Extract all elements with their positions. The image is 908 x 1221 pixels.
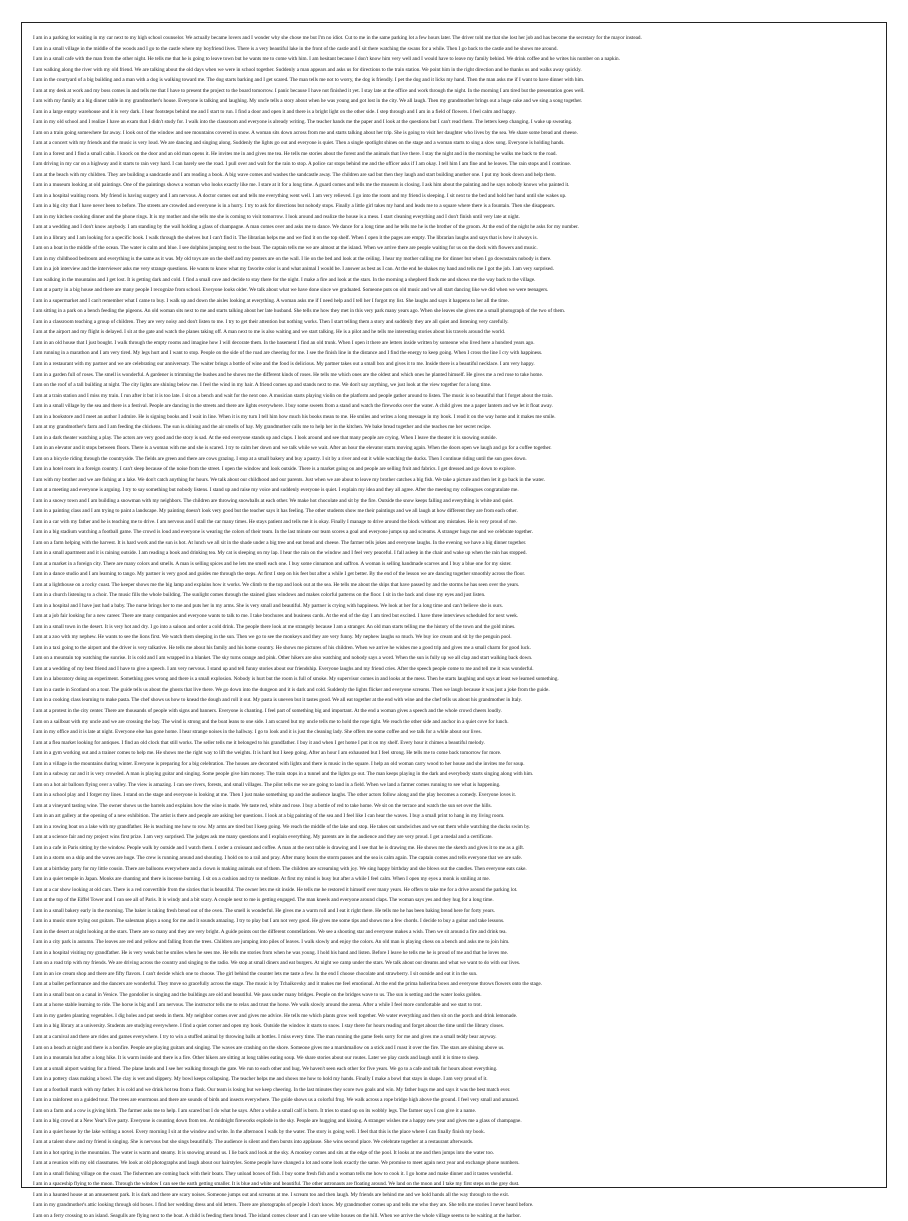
paragraph: I am in a small cafe with the man from the other night. He tells me that he is going to leave town but he wants me to come with him. I am hesitant because I don't know him very well and I would have to leave my family behind. We drink coffee and he writes his number on a napkin. (33, 56, 620, 63)
paragraph: I am in a storm on a ship and the waves are huge. The crew is running around and shouting. I hold on to a rail and pray. After many hours the storm passes and the sea is calm again. The captain comes and tells everyone that we are safe. (33, 855, 522, 862)
paragraph: I am in a music store trying out guitars. The salesman plays a song for me and it sounds amazing. I try to play but I am not very good. He gives me some tips and shows me a few chords. I decide to buy a guitar and take lessons. (33, 918, 505, 925)
paragraph: I am at a football match with my father. It is cold and we drink hot tea from a flask. Our team is losing but we keep cheering. In the last minutes they score two goals and win. My father hugs me and says it was the best match ever. (33, 1086, 511, 1093)
paragraph: I am driving in my car on a highway and it starts to rain very hard. I can barely see the road. I pull over and wait for the rain to stop. A police car stops behind me and the officer asks if I am okay. I tell him I am fine and he leaves. The rain stops and I continue. (33, 161, 571, 168)
paragraph: I am at the top of the Eiffel Tower and I can see all of Paris. It is windy and a bit scary. A couple next to me is getting engaged. The man kneels and everyone around claps. The woman says yes and they hug for a long time. (33, 897, 494, 904)
paragraph: I am in a dark theater watching a play. The actors are very good and the story is sad. At the end everyone stands up and claps. I look around and see that many people are crying. When I leave the theater it is snowing outside. (33, 434, 497, 441)
paragraph: I am in a small bakery early in the morning. The baker is taking fresh bread out of the oven. The smell is wonderful. He gives me a warm roll and I eat it right there. He tells me he has been baking bread here for forty years. (33, 907, 495, 914)
paragraph: I am in a garden full of roses. The smell is wonderful. A gardener is trimming the bushes and he shows me the different kinds of roses. He tells me which ones are the oldest and which ones he planted himself. He gives me a red rose to take home. (33, 371, 544, 378)
paragraph: I am at a ballet performance and the dancers are wonderful. They move so gracefully across the stage. The music is by Tchaikovsky and it makes me feel emotional. At the end the prima ballerina bows and everyone throws flowers onto the stage. (33, 981, 542, 988)
paragraph: I am in a supermarket and I can't remember what I came to buy. I walk up and down the aisles looking at everything. A woman asks me if I need help and I tell her I forgot my list. She laughs and says it happens to her all the time. (33, 297, 509, 304)
paragraph: I am in a church listening to a choir. The music fills the whole building. The sunlight comes through the stained glass windows and makes colorful patterns on the floor. I sit in the back and close my eyes and just listen. (33, 592, 486, 599)
paragraph: I am in a haunted house at an amusement park. It is dark and there are scary noises. Someone jumps out and screams at me. I scream too and then laugh. My friends are behind me and we hold hands all the way through to the exit. (33, 1191, 510, 1198)
paragraph: I am at a vineyard tasting wine. The owner shows us the barrels and explains how the wine is made. We taste red, white and rose. I buy a bottle of red to take home. We sit on the terrace and watch the sun set over the hills. (33, 802, 492, 809)
paragraph: I am in a cooking class learning to make pasta. The chef shows us how to knead the dough and roll it out. My pasta is uneven but it tastes good. We all eat together at the end with wine and the chef tells us about his grandmother in Italy. (33, 697, 523, 704)
paragraph: I am in my kitchen cooking dinner and the phone rings. It is my mother and she tells me she is coming to visit tomorrow. I look around and realize the house is a mess. I start cleaning everything and I don't finish until very late at night. (33, 213, 520, 220)
paragraph: I am at a meeting and everyone is arguing. I try to say something but nobody listens. I stand up and raise my voice and suddenly everyone is quiet. I explain my idea and they all agree. After the meeting my colleagues congratulate me. (33, 487, 519, 494)
paragraph: I am at a reunion with my old classmates. We look at old photographs and laugh about our hairstyles. Some people have changed a lot and some look exactly the same. We promise to meet again next year and exchange phone numbers. (33, 1160, 520, 1167)
paragraph: I am in a dance studio and I am learning to tango. My partner is very good and guides me through the steps. At first I step on his feet but after a while I get better. By the end of the lesson we are dancing together smoothly across the floor. (33, 571, 526, 578)
paragraph: I am in a large empty warehouse and it is very dark. I hear footsteps behind me and I start to run. I find a door and open it and there is a bright light on the other side. I step through and I am in a field of flowers. I feel calm and happy. (33, 108, 516, 115)
document-page (21, 22, 887, 1219)
paragraph: I am in an old house that I just bought. I walk through the empty rooms and imagine how I will decorate them. In the basement I find an old trunk. When I open it there are letters inside written by someone who lived here a hundred years ago. (33, 339, 535, 346)
paragraph: I am at a protest in the city center. There are thousands of people with signs and banners. Everyone is chanting. I feel part of something big and important. At the end a woman gives a speech and the whole crowd cheers loudly. (33, 708, 502, 714)
paragraph: I am at a flea market looking for antiques. I find an old clock that still works. The seller tells me it belonged to his grandfather. I buy it and when I get home I put it on my shelf. Every hour it chimes a beautiful melody. (33, 739, 485, 746)
paragraph: I am in a small boat on a canal in Venice. The gondolier is singing and the buildings are old and beautiful. We pass under many bridges. People on the bridges wave to us. The sun is setting and the water looks golden. (33, 991, 482, 998)
paragraph: I am in a forest and I find a small cabin. I knock on the door and an old man opens it. He invites me in and gives me tea. He tells me stories about the forest and the animals that live there. I stay the night and in the morning he walks me back to the road. (33, 150, 557, 157)
paragraph: I am with my family at a big dinner table in my grandmother's house. Everyone is talking and laughing. My uncle tells a story about when he was young and got lost in the city. We all laugh. Then my grandmother brings out a huge cake and we sing a song together. (33, 98, 583, 105)
paragraph: I am in a castle in Scotland on a tour. The guide tells us about the ghosts that live there. We go down into the dungeon and it is dark and cold. Suddenly the lights flicker and everyone screams. Then we laugh because it was just a joke from the guide. (33, 686, 550, 693)
paragraph: I am at a zoo with my nephew. He wants to see the lions first. We watch them sleeping in the sun. Then we go to see the monkeys and they are very funny. My nephew laughs so much. We buy ice cream and sit by the penguin pool. (33, 634, 512, 641)
paragraph: I am walking in the mountains and I get lost. It is getting dark and cold. I find a small cave and decide to stay there for the night. I make a fire and look at the stars. In the morning a shepherd finds me and shows me the way back to the village. (33, 276, 536, 283)
paragraph: I am at a wedding and I don't know anybody. I am standing by the wall holding a glass of champagne. A man comes over and asks me to dance. We dance for a long time and he tells me he is the brother of the groom. At the end of the night he asks for my number. (33, 224, 579, 231)
paragraph: I am in a cafe in Paris sitting by the window. People walk by outside and I watch them. I order a croissant and coffee. A man at the next table is drawing and I see that he is drawing me. He shows me the sketch and gives it to me as a gift. (33, 844, 525, 851)
paragraph: I am at a birthday party for my little cousin. There are balloons everywhere and a clown is making animals out of them. The children are screaming with joy. We sing happy birthday and she blows out the candles. Then everyone eats cake. (33, 865, 527, 872)
paragraph: I am on a sailboat with my uncle and we are crossing the bay. The wind is strong and the boat leans to one side. I am scared but my uncle tells me to hold the rope tight. We reach the other side and anchor in a quiet cove for lunch. (33, 718, 509, 725)
paragraph: I am in a museum looking at old paintings. One of the paintings shows a woman who looks exactly like me. I stare at it for a long time. A guard comes and tells me the museum is closing. I ask him about the painting and he says nobody knows who painted it. (33, 182, 570, 189)
paragraph: I am in a quiet temple in Japan. Monks are chanting and there is incense burning. I sit on a cushion and try to meditate. At first my mind is busy but after a while I feel calm. When I open my eyes a monk is smiling at me. (33, 876, 491, 883)
paragraph: I am in the courtyard of a big building and a man with a dog is walking toward me. The dog starts barking and I get scared. The man tells me not to worry, the dog is friendly. I pet the dog and it licks my hand. Then the man asks me if I want to have dinner with him. (33, 77, 585, 84)
paragraph: I am on the roof of a tall building at night. The city lights are shining below me. I feel the wind in my hair. A friend comes up and stands next to me. We don't say anything, we just look at the view together for a long time. (33, 382, 492, 389)
paragraph: I am in a big library at a university. Students are studying everywhere. I find a quiet corner and open my book. Outside the window it starts to snow. I stay there for hours reading and forget about the time until the library closes. (33, 1023, 504, 1030)
paragraph: I am at a lighthouse on a rocky coast. The keeper shows me the big lamp and explains how it works. We climb to the top and look out at the sea. He tells me about the ships that have passed by and the storms he has seen over the years. (33, 581, 520, 588)
paragraph: I am on a farm helping with the harvest. It is hard work and the sun is hot. At lunch we all sit in the shade under a big tree and eat bread and cheese. The farmer tells jokes and everyone laughs. In the evening we have a big dinner together. (33, 539, 527, 546)
paragraph: I am sitting in a park on a bench feeding the pigeons. An old woman sits next to me and starts talking about her late husband. She tells me how they met in this very park many years ago. When she leaves she gives me a small photograph of the two of them. (33, 308, 566, 315)
paragraph: I am in an art gallery at the opening of a new exhibition. The artist is there and people are asking her questions. I look at a big painting of the sea and I feel like I can hear the waves. I buy a small print to hang in my living room. (33, 813, 505, 820)
paragraph: I am in a car with my father and he is teaching me to drive. I am nervous and I stall the car many times. He stays patient and tells me it is okay. Finally I manage to drive around the block without any mistakes. He is very proud of me. (33, 518, 517, 525)
paragraph: I am in a big stadium watching a football game. The crowd is loud and everyone is wearing the colors of their team. In the last minute our team scores a goal and everyone jumps up and screams. A stranger hugs me and we celebrate together. (33, 529, 533, 536)
paragraph: I am walking along the river with my old friend. We are talking about the old days when we were in school together. Suddenly a man appears and asks us for directions to the train station. We point him in the right direction and he thanks us and walks away quickly. (33, 66, 582, 73)
paragraph: I am in my grandmother's attic looking through old boxes. I find her wedding dress and old letters. There are photographs of people I don't know. My grandmother comes up and tells me who they are. She tells me stories I never heard before. (33, 1202, 534, 1209)
paragraph: I am at my desk at work and my boss comes in and tells me that I have to present the project to the board tomorrow. I panic because I have not finished it yet. I stay late at the office and work through the night. In the morning I am tired but the presentation goes well. (33, 87, 585, 94)
paragraph: I am in my old school and I realize I have an exam that I didn't study for. I walk into the classroom and everyone is already writing. The teacher hands me the paper and I look at the questions but I can't read them. The letters keep changing. I wake up sweating. (33, 119, 573, 126)
paragraph: I am in a city park in autumn. The leaves are red and yellow and falling from the trees. Children are jumping into piles of leaves. I walk slowly and enjoy the colors. An old man is playing chess on a bench and asks me to join him. (33, 939, 510, 946)
paragraph: I am in my childhood bedroom and everything is the same as it was. My old toys are on the shelf and my posters are on the wall. I lie on the bed and look at the ceiling. I hear my mother calling me for dinner but when I go downstairs nobody is there. (33, 255, 552, 262)
paragraph: I am in a snowy town and I am building a snowman with my neighbors. The children are throwing snowballs at each other. We make hot chocolate and sit by the fire. Outside the snow keeps falling and everything is white and quiet. (33, 497, 514, 504)
paragraph: I am at a wedding of my best friend and I have to give a speech. I am very nervous. I stand up and tell funny stories about our friendship. Everyone laughs and my friend cries. After the speech people come to me and tell me it was wonderful. (33, 665, 534, 672)
paragraph: I am at the beach with my children. They are building a sandcastle and I am reading a book. A big wave comes and washes the sandcastle away. The children are sad but then they laugh and start building another one. I put my book down and help them. (33, 171, 556, 178)
paragraph: I am in a rainforest on a guided tour. The trees are enormous and there are sounds of birds and insects everywhere. The guide shows us a colorful frog. We walk across a rope bridge high above the ground. I feel very small and amazed. (33, 1097, 520, 1104)
paragraph: I am on a mountain top watching the sunrise. It is cold and I am wrapped in a blanket. The sky turns orange and pink. Other hikers are also watching and nobody says a word. When the sun is fully up we all clap and start walking back down. (33, 655, 533, 662)
paragraph: I am in a library and I am looking for a specific book. I walk through the shelves but I can't find it. The librarian helps me and we find it on the top shelf. When I open it the pages are empty. The librarian laughs and says that is how it always is. (33, 234, 538, 241)
paragraph: I am on a ferry crossing to an island. Seagulls are flying next to the boat. A child is feeding them bread. The island comes closer and I can see white houses on the hill. When we arrive the whole village seems to be waiting at the harbor. (33, 1212, 521, 1219)
paragraph: I am at a horse stable learning to ride. The horse is big and I am nervous. The instructor tells me to relax and trust the horse. We walk slowly around the arena. After a while I feel more comfortable and we start to trot. (33, 1002, 482, 1009)
paragraph: I am in a classroom teaching a group of children. They are very noisy and don't listen to me. I try to get their attention but nothing works. Then I start telling them a story and suddenly they are all quiet and listening very carefully. (33, 318, 509, 325)
paragraph: I am in an ice cream shop and there are fifty flavors. I can't decide which one to choose. The girl behind the counter lets me taste a few. In the end I choose chocolate and strawberry. I sit outside and eat it in the sun. (33, 970, 478, 977)
paragraph: I am on a road trip with my friends. We are driving across the country and singing to the radio. We stop at small diners and eat burgers. At night we camp under the stars. We talk about our dreams and what we want to do with our lives. (33, 960, 521, 967)
paragraph: I am in a small village by the sea and there is a festival. People are dancing in the streets and there are lights everywhere. I buy some sweets from a stand and watch the fireworks over the water. A child gives me a paper lantern and we let it float away. (33, 403, 553, 410)
paragraph: I am in my office and it is late at night. Everyone else has gone home. I hear strange noises in the hallway. I go to look and it is just the cleaning lady. She offers me some coffee and we talk for a while about our lives. (33, 729, 482, 736)
paragraph: I am in a parking lot waiting in my car next to my high school counselor. We actually became lovers and I wonder why she chose me but I'm no idiot. Cut to me in the same parking lot a few hours later. The driver told me that she lost her job and has become the secretary for the mayor instead. (33, 35, 642, 41)
paragraph: I am in a small apartment and it is raining outside. I am reading a book and drinking tea. My cat is sleeping on my lap. I hear the rain on the window and I feel very peaceful. I fall asleep in the chair and wake up when the rain has stopped. (33, 550, 527, 557)
paragraph: I am at a train station and I miss my train. I run after it but it is too late. I sit on a bench and wait for the next one. A musician starts playing violin on the platform and people gather around to listen. The music is so beautiful that I forget about the train. (33, 392, 553, 399)
paragraph: I am in a small village in the middle of the woods and I go to the castle where my boyfriend lives. There is a very beautiful lake in the front of the castle and I sit there watching the swans for a while. Then I go back to the castle and he shows me around. (33, 45, 558, 52)
paragraph: I am in a pottery class making a bowl. The clay is wet and slippery. My bowl keeps collapsing. The teacher helps me and shows me how to hold my hands. Finally I make a bowl that stays in shape. I am very proud of it. (33, 1076, 488, 1083)
paragraph: I am at a science fair and my project wins first prize. I am very surprised. The judges ask me many questions and I explain everything. My parents are in the audience and they are very proud. I get a medal and a certificate. (33, 834, 493, 841)
paragraph: I am in a big crowd at a New Year's Eve party. Everyone is counting down from ten. At midnight fireworks explode in the sky. People are hugging and kissing. A stranger wishes me a happy new year and gives me a glass of champagne. (33, 1118, 522, 1125)
paragraph: I am in an elevator and it stops between floors. There is a woman with me and she is scared. I try to calm her down and we talk while we wait. After an hour the elevator starts moving again. When the doors open we laugh and go for a coffee together. (33, 445, 552, 452)
paragraph: I am in a school play and I forget my lines. I stand on the stage and everyone is looking at me. Then I just make something up and the audience laughs. The other actors follow along and the play becomes a comedy. Everyone loves it. (33, 792, 517, 799)
paragraph: I am at a concert with my friends and the music is very loud. We are dancing and singing along. Suddenly the lights go out and everyone is quiet. Then a single spotlight shines on the stage and a woman starts to sing a slow song. Everyone is holding hands. (33, 140, 565, 147)
document-body (33, 33, 877, 1221)
paragraph: I am in a taxi going to the airport and the driver is very talkative. He tells me about his family and his home country. He shows me pictures of his children. When we arrive he wishes me a good trip and gives me a small charm for good luck. (33, 644, 531, 651)
paragraph: I am on a bicycle riding through the countryside. The fields are green and there are cows grazing. I stop at a small bakery and buy a pastry. I sit by a river and eat it while watching the ducks. Then I continue riding until the sun goes down. (33, 455, 527, 462)
paragraph: I am in a laboratory doing an experiment. Something goes wrong and there is a small explosion. Nobody is hurt but the room is full of smoke. My supervisor comes in and looks at the mess. Then he starts laughing and says at least we learned something. (33, 676, 559, 683)
paragraph: I am at a party in a big house and there are many people I recognize from school. Everyone looks older. We talk about what we have done since we graduated. Someone puts on old music and we all start dancing like we did when we were teenagers. (33, 287, 549, 294)
paragraph: I am in a gym working out and a trainer comes to help me. He shows me the right way to lift the weights. It is hard but I keep going. After an hour I am exhausted but I feel strong. He tells me to come back tomorrow for more. (33, 750, 502, 757)
paragraph: I am in a small fishing village on the coast. The fishermen are coming back with their boats. They unload boxes of fish. I buy some fresh fish and a woman tells me how to cook it. I go home and make dinner and it tastes wonderful. (33, 1170, 513, 1177)
paragraph: I am at a small airport waiting for a friend. The plane lands and I see her walking through the gate. We run to each other and hug. We haven't seen each other for five years. We go to a cafe and talk for hours about everything. (33, 1065, 498, 1072)
paragraph: I am on a beach at night and there is a bonfire. People are playing guitars and singing. The waves are crashing on the shore. Someone gives me a marshmallow on a stick and I roast it over the fire. The stars are shining above us. (33, 1044, 505, 1051)
paragraph: I am in my garden planting vegetables. I dig holes and put seeds in them. My neighbor comes over and gives me advice. He tells me which plants grow well together. We water everything and then sit on the porch and drink lemonade. (33, 1012, 518, 1019)
paragraph: I am with my brother and we are fishing at a lake. We don't catch anything for hours. We talk about our childhood and our parents. Just when we are about to leave my brother catches a big fish. We take a picture and then let it go back in the water. (33, 476, 545, 483)
paragraph: I am in a job interview and the interviewer asks me very strange questions. He wants to know what my favorite color is and what animal I would be. I answer as best as I can. At the end he shakes my hand and tells me I got the job. I am very surprised. (33, 266, 554, 273)
paragraph: I am in a hospital waiting room. My friend is having surgery and I am nervous. A doctor comes out and tells me everything went well. I am very relieved. I go into the room and my friend is sleeping. I sit next to the bed and hold her hand until she wakes up. (33, 192, 567, 199)
paragraph: I am in a painting class and I am trying to paint a landscape. My painting doesn't look very good but the teacher says it has feeling. The other students show me their paintings and we all laugh at how different they are from each other. (33, 508, 518, 515)
paragraph: I am in the desert at night looking at the stars. There are so many and they are very bright. A guide points out the different constellations. We see a shooting star and everyone makes a wish. Then we sit around a fire and drink tea. (33, 928, 507, 935)
paragraph: I am on a train going somewhere far away. I look out of the window and see mountains covered in snow. A woman sits down across from me and starts talking about her trip. She is going to visit her daughter who lives by the sea. We share some bread and cheese. (33, 129, 578, 136)
paragraph: I am in a quiet house by the lake writing a novel. Every morning I sit at the window and write. In the afternoon I walk by the water. The story is going well. I feel that this is the place where I can finally finish my book. (33, 1128, 485, 1135)
paragraph: I am in a rowing boat on a lake with my grandfather. He is teaching me how to row. My arms are tired but I keep going. We reach the middle of the lake and stop. He takes out sandwiches and we eat them while watching the ducks swim by. (33, 823, 531, 830)
paragraph: I am running in a marathon and I am very tired. My legs hurt and I want to stop. People on the side of the road are cheering for me. I see the finish line in the distance and I find the energy to keep going. When I cross the line I cry with happiness. (33, 350, 543, 357)
paragraph: I am at my grandmother's farm and I am feeding the chickens. The sun is shining and the air smells of hay. My grandmother calls me to help her in the kitchen. We bake bread together and she teaches me her secret recipe. (33, 424, 492, 431)
paragraph: I am in a subway car and it is very crowded. A man is playing guitar and singing. Some people give him money. The train stops in a tunnel and the lights go out. The man keeps playing in the dark and everybody starts singing along with him. (33, 771, 534, 778)
paragraph: I am in a village in the mountains during winter. Everyone is preparing for a big celebration. The houses are decorated with lights and there is music in the square. I help an old woman carry wood to her house and she invites me for soup. (33, 760, 525, 767)
paragraph: I am in a hospital visiting my grandfather. He is very weak but he smiles when he sees me. He tells me stories from when he was young. I hold his hand and listen. Before I leave he tells me he is proud of me and that he loves me. (33, 949, 509, 956)
paragraph: I am in a hospital and I have just had a baby. The nurse brings her to me and puts her in my arms. She is very small and beautiful. My partner is crying with happiness. We look at her for a long time and can't believe she is ours. (33, 602, 503, 609)
paragraph: I am in a mountain hut after a long hike. It is warm inside and there is a fire. Other hikers are sitting at long tables eating soup. We share stories about our routes. Later we play cards and laugh until it is time to sleep. (33, 1055, 480, 1062)
paragraph: I am in a bookstore and I meet an author I admire. He is signing books and I wait in line. When it is my turn I tell him how much his books mean to me. He smiles and writes a long message in my book. I read it on the way home and it makes me smile. (33, 413, 556, 420)
paragraph: I am on a farm and a cow is giving birth. The farmer asks me to help. I am scared but I do what he says. After a while a small calf is born. It tries to stand up on its wobbly legs. The farmer says I can give it a name. (33, 1107, 477, 1114)
paragraph: I am on a hot air balloon flying over a valley. The view is amazing. I can see rivers, forests, and small villages. The pilot tells me we are going to land in a field. When we land a farmer comes running to see what is happening. (33, 781, 501, 788)
paragraph: I am in a hot spring in the mountains. The water is warm and steamy. It is snowing around us. I lie back and look at the sky. A monkey comes and sits at the edge of the pool. It looks at me and then jumps into the water too. (33, 1149, 494, 1156)
paragraph: I am in a small town in the desert. It is very hot and dry. I go into a saloon and order a cold drink. The people there look at me strangely because I am a stranger. An old man starts telling me the history of the town and the gold mines. (33, 623, 516, 630)
paragraph: I am in a hotel room in a foreign country. I can't sleep because of the noise from the street. I open the window and look outside. There is a market going on and people are selling fruit and fabrics. I get dressed and go down to explore. (33, 466, 516, 473)
paragraph: I am at a job fair looking for a new career. There are many companies and everyone wants to talk to me. I take brochures and business cards. At the end of the day I am tired but excited. I have three interviews scheduled for next week. (33, 613, 519, 620)
paragraph: I am in a big city that I have never been to before. The streets are crowded and everyone is in a hurry. I try to ask for directions but nobody stops. Finally a little girl takes my hand and leads me to a square where there is a fountain. Then she disappears. (33, 203, 555, 210)
paragraph: I am at a talent show and my friend is singing. She is nervous but she sings beautifully. The audience is silent and then bursts into applause. She wins second place. We celebrate together at a restaurant afterwards. (33, 1139, 474, 1146)
paragraph: I am at the airport and my flight is delayed. I sit at the gate and watch the planes taking off. A man next to me is also waiting and we start talking. He is a pilot and he tells me interesting stories about his travels around the world. (33, 329, 506, 336)
paragraph: I am at a market in a foreign city. There are many colors and smells. A man is selling spices and he lets me smell each one. I buy some cinnamon and saffron. A woman is selling handmade scarves and I buy a blue one for my sister. (33, 560, 512, 567)
paragraph: I am at a car show looking at old cars. There is a red convertible from the sixties that is beautiful. The owner lets me sit inside. He tells me he restored it himself over many years. He offers to take me for a drive around the parking lot. (33, 886, 518, 893)
paragraph: I am on a boat in the middle of the ocean. The water is calm and blue. I see dolphins jumping next to the boat. The captain tells me we are almost at the island. When we arrive there are people waiting for us on the dock with flowers and music. (33, 245, 538, 252)
paragraph: I am at a carnival and there are rides and games everywhere. I try to win a stuffed animal by throwing balls at bottles. I miss every time. The man running the game feels sorry for me and gives me a small teddy bear anyway. (33, 1033, 497, 1040)
paragraph: I am in a restaurant with my partner and we are celebrating our anniversary. The waiter brings a bottle of wine and the food is delicious. My partner takes out a small box and gives it to me. Inside there is a beautiful necklace. I am very happy. (33, 360, 535, 367)
paragraph: I am in a spaceship flying to the moon. Through the window I can see the earth getting smaller. It is blue and white and beautiful. The other astronauts are floating around. We land on the moon and I take my first steps on the grey dust. (33, 1181, 520, 1188)
